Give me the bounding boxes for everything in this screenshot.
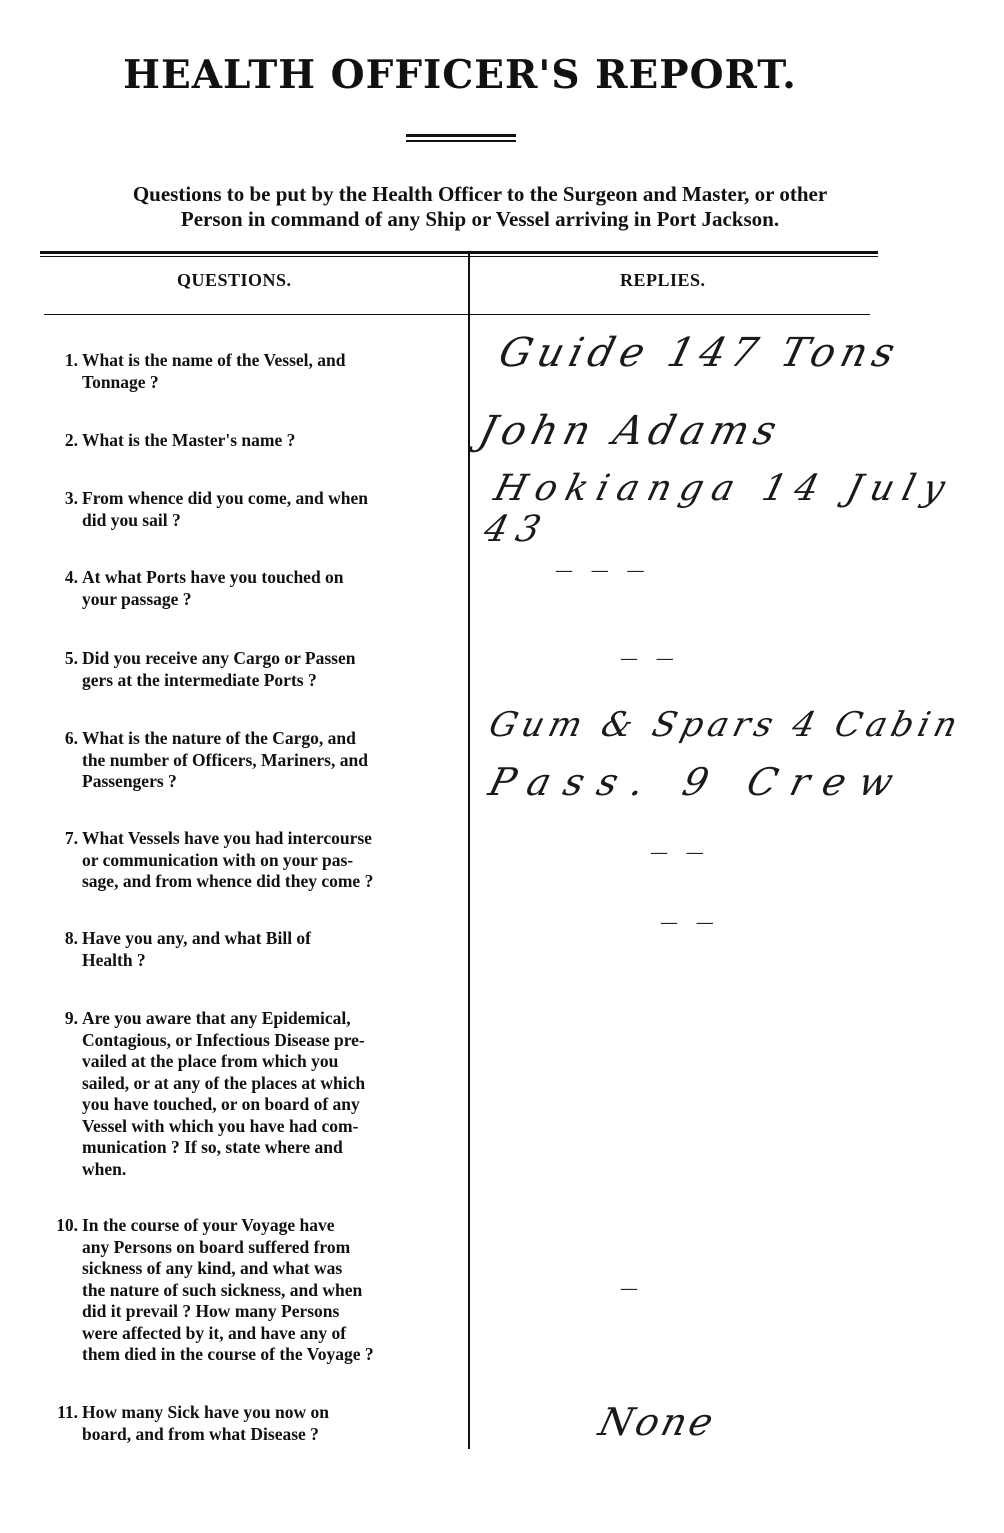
question-line: your passage ? [82,588,192,609]
question-number: 1. [64,350,78,370]
question-line [30,648,444,670]
question-text: Did you receive any Cargo or Passen [82,648,356,668]
question-line: Contagious, or Infectious Disease pre- [82,1029,365,1050]
intro-line-2: Person in command of any Ship or Vessel arriving in Port Jackson. [180,207,780,231]
title-underline-secondary [406,140,516,142]
question-number: 11. [57,1402,78,1422]
table-top-rule [40,251,878,254]
reply-11-none: None [594,1400,721,1444]
question-10 [30,1215,444,1366]
intro-line-1: Questions to be put by the Health Officer to the Surgeon and Master, or other [132,182,828,206]
question-text: In the course of your Voyage have [82,1215,335,1235]
question-text: What is the name of the Vessel, and [82,350,346,370]
reply-3-origin: Hokianga 14 July 43 [479,468,958,550]
reply-7-dash: — — [650,842,710,863]
question-line: when. [82,1158,127,1179]
question-number: 3. [64,488,78,508]
reply-6-cargo: Gum & Spars 4 Cabin [485,705,967,745]
question-line [30,828,444,850]
question-line [30,1008,444,1030]
column-divider [468,254,470,1449]
reply-1-vessel: Guide 147 Tons [494,330,906,376]
question-line: were affected by it, and have any of [82,1322,347,1343]
question-line: or communication with on your pas- [82,849,354,870]
question-line: Tonnage ? [82,371,159,392]
question-8 [30,928,444,971]
question-line [30,567,444,589]
question-line: the nature of such sickness, and when [82,1279,363,1300]
question-line: sailed, or at any of the places at which [82,1072,366,1093]
question-2 [30,430,444,452]
question-line [30,430,444,452]
question-line [30,350,444,372]
question-text: From whence did you come, and when [82,488,369,508]
question-text: Are you aware that any Epidemical, [82,1008,351,1028]
question-3 [30,488,444,531]
question-1 [30,350,444,393]
table-top-rule-thin [40,256,878,257]
question-4 [30,567,444,610]
question-text: What is the Master's name ? [82,430,296,450]
question-line: you have touched, or on board of any [82,1094,360,1114]
question-line: sage, and from whence did they come ? [82,871,374,891]
question-text: What Vessels have you had intercourse [82,828,372,848]
question-number: 2. [64,430,78,450]
question-number: 8. [64,928,78,948]
question-number: 7. [64,828,78,848]
question-7 [30,828,444,893]
question-line [30,488,444,510]
question-line: sickness of any kind, and what was [82,1258,343,1278]
question-line: Health ? [82,949,146,970]
reply-5-dash: — — [620,648,680,669]
question-text: What is the nature of the Cargo, and [82,728,356,748]
question-11 [30,1402,444,1445]
question-line: Passengers ? [82,771,177,791]
question-line: did it prevail ? How many Persons [82,1301,340,1321]
reply-10-dash: — [620,1278,644,1299]
question-number: 4. [64,567,78,587]
question-9 [30,1008,444,1180]
question-number: 9. [64,1008,78,1028]
intro-text [40,182,920,232]
question-text: Have you any, and what Bill of [82,928,312,948]
question-text: How many Sick have you now on [82,1402,329,1422]
question-6 [30,728,444,793]
question-text: At what Ports have you touched on [82,567,344,587]
report-title: HEALTH OFFICER'S REPORT. [123,52,797,98]
replies-column-header: REPLIES. [620,270,706,290]
question-line: munication ? If so, state where and [82,1137,343,1157]
question-line [30,1402,444,1424]
title-underline [406,134,516,137]
questions-column-header: QUESTIONS. [177,270,292,290]
question-line: board, and from what Disease ? [82,1423,319,1444]
question-line: Vessel with which you have had com- [82,1115,359,1136]
question-line [30,1215,444,1237]
question-number: 10. [56,1215,78,1235]
question-line: did you sail ? [82,509,181,530]
column-header-rule [44,314,870,315]
question-number: 6. [64,728,78,748]
reply-2-master: John Adams [474,408,787,454]
question-line: the number of Officers, Mariners, and [82,749,368,770]
reply-6-passengers: Pass. 9 Crew [484,760,912,804]
question-line [30,728,444,750]
question-line: vailed at the place from which you [82,1051,339,1071]
question-line [30,928,444,950]
question-5 [30,648,444,691]
question-line: gers at the intermediate Ports ? [82,669,317,690]
question-line: any Persons on board suffered from [82,1236,351,1257]
reply-8-dash: — — [660,912,720,933]
question-number: 5. [64,648,78,668]
question-line: them died in the course of the Voyage ? [82,1344,374,1364]
reply-4-dash: — — — [555,560,651,581]
